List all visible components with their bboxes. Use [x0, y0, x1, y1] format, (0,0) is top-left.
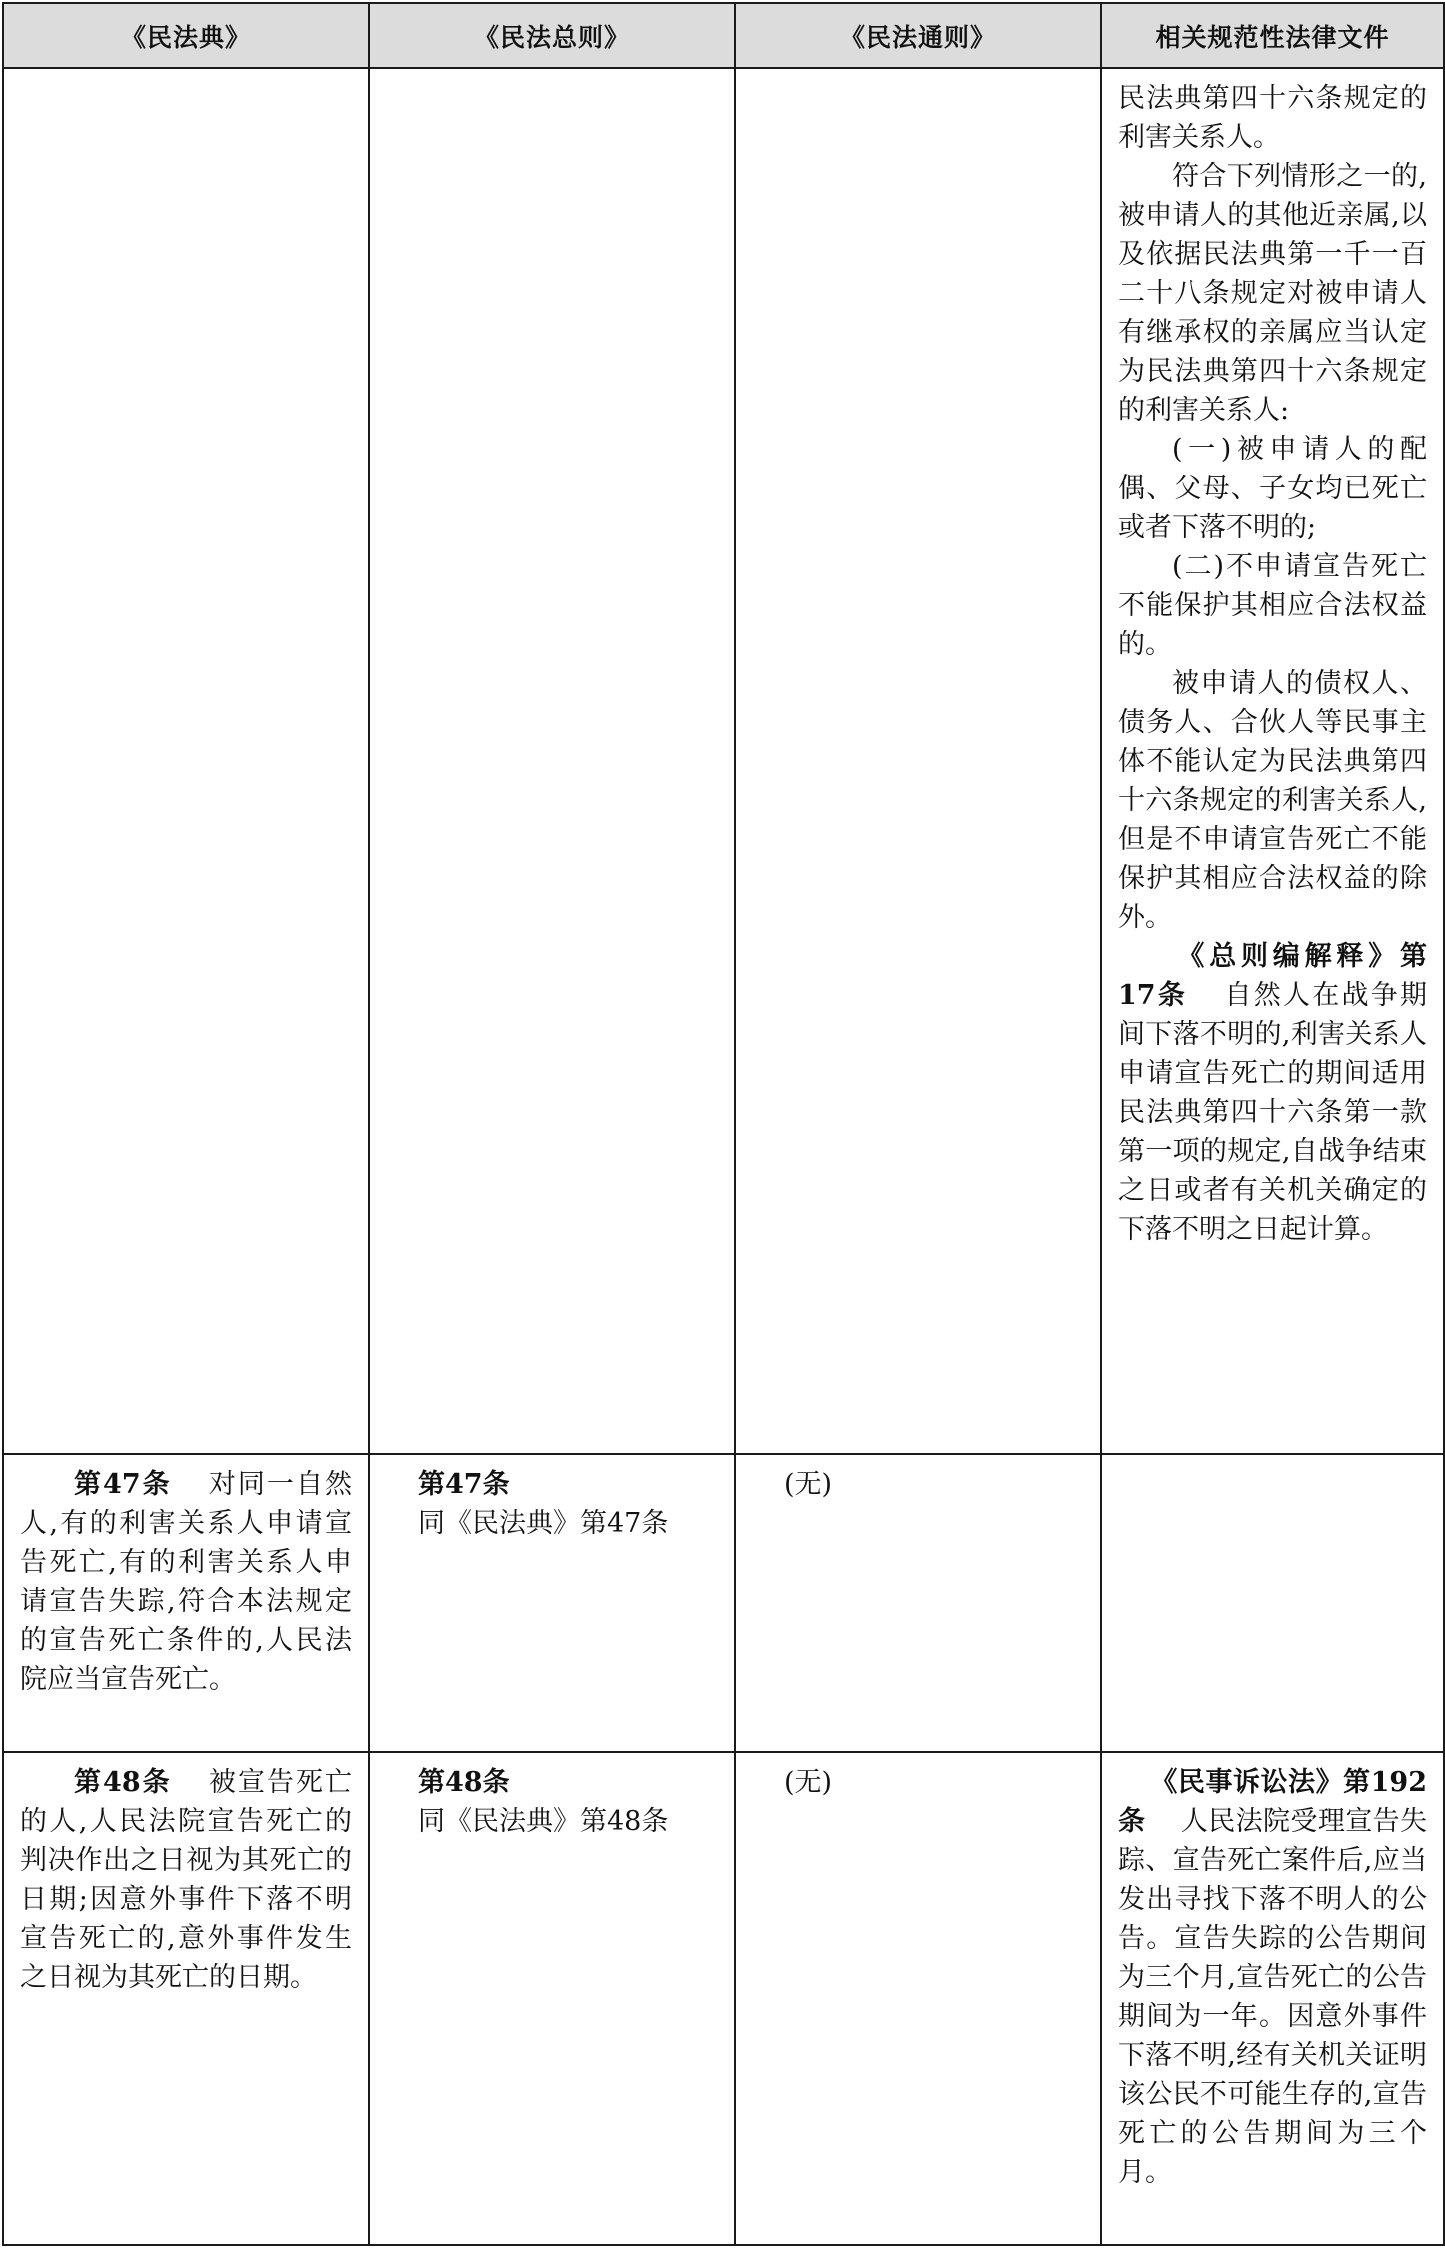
- reference-text: 人民法院受理宣告失踪、宣告死亡案件后,应当发出寻找下落不明人的公告。宣告失踪的公告期间为三个月,宣告死亡的公告期间为一年。因意外事件下落不明,经有关机关证明该公民不可能生存的,宣告死亡的公告期间为三个月。: [1118, 1805, 1427, 2188]
- article-title: 第48条: [418, 1766, 510, 1798]
- row1-general-principles-cell: [735, 68, 1101, 1454]
- header-general-provisions: 《民法总则》: [369, 3, 735, 68]
- paragraph: 民法典第四十六条规定的利害关系人。: [1118, 83, 1427, 153]
- paragraph: 被申请人的债权人、债务人、合伙人等民事主体不能认定为民法典第四十六条规定的利害关系人,但是不申请宣告死亡不能保护其相应合法权益的除外。: [1118, 668, 1427, 933]
- row1-civil-code-cell: [3, 68, 369, 1454]
- reference-title: 《总则编解释》第17条: [1118, 941, 1427, 1011]
- article-title: 第47条: [74, 1469, 172, 1501]
- header-general-principles: 《民法通则》: [735, 3, 1101, 68]
- reference-text: 自然人在战争期间下落不明的,利害关系人申请宣告死亡的期间适用民法典第四十六条第一款第一项的规定,自战争结束之日或者有关机关确定的下落不明之日起计算。: [1118, 980, 1427, 1245]
- reference-paragraph: [1118, 937, 1427, 1249]
- row3-civil-code-cell: [3, 1752, 369, 2245]
- article-title: 第48条: [74, 1766, 172, 1798]
- paragraph: (二)不申请宣告死亡不能保护其相应合法权益的。: [1118, 551, 1427, 660]
- article-text: 被宣告死亡的人,人民法院宣告死亡的判决作出之日视为其死亡的日期;因意外事件下落不明宣告死亡的,意外事件发生之日视为其死亡的日期。: [20, 1766, 353, 1993]
- row2-related-documents-cell: [1101, 1454, 1444, 1751]
- paragraph: 符合下列情形之一的,被申请人的其他近亲属,以及依据民法典第一千一百二十八条规定对被申请人有继承权的亲属应当认定为民法典第四十六条规定的利害关系人:: [1118, 161, 1427, 426]
- article-title: 第47条: [418, 1469, 510, 1501]
- table-header-row: [3, 3, 1444, 68]
- article-48: [20, 1763, 352, 1997]
- none-marker: (无): [784, 1469, 833, 1501]
- reference-title: 《民事诉讼法》第192条: [1118, 1766, 1427, 1837]
- row2-general-principles-cell: [735, 1454, 1101, 1751]
- row3-related-documents-cell: [1101, 1752, 1444, 2245]
- none-marker: (无): [784, 1766, 833, 1798]
- table-row: [3, 68, 1444, 1454]
- row3-general-provisions-cell: [369, 1752, 735, 2245]
- table-row: [3, 1454, 1444, 1751]
- header-related-documents: 相关规范性法律文件: [1101, 3, 1444, 68]
- cross-reference: 同《民法典》第48条: [418, 1805, 669, 1837]
- row1-general-provisions-cell: [369, 68, 735, 1454]
- cross-reference: 同《民法典》第47条: [418, 1508, 669, 1540]
- article-text: 对同一自然人,有的利害关系人申请宣告死亡,有的利害关系人申请宣告失踪,符合本法规定的宣告死亡条件的,人民法院应当宣告死亡。: [20, 1469, 353, 1696]
- row2-civil-code-cell: [3, 1454, 369, 1751]
- table-row: [3, 1752, 1444, 2245]
- header-civil-code: 《民法典》: [3, 3, 369, 68]
- reference-paragraph: [1118, 1763, 1427, 2192]
- article-47: [20, 1465, 352, 1699]
- row1-related-documents-cell: [1101, 68, 1444, 1454]
- row1-related-text: [1102, 69, 1443, 1249]
- row3-general-principles-cell: [735, 1752, 1101, 2245]
- row2-general-provisions-cell: [369, 1454, 735, 1751]
- paragraph: (一)被申请人的配偶、父母、子女均已死亡或者下落不明的;: [1118, 434, 1427, 543]
- law-comparison-table: [2, 2, 1445, 2246]
